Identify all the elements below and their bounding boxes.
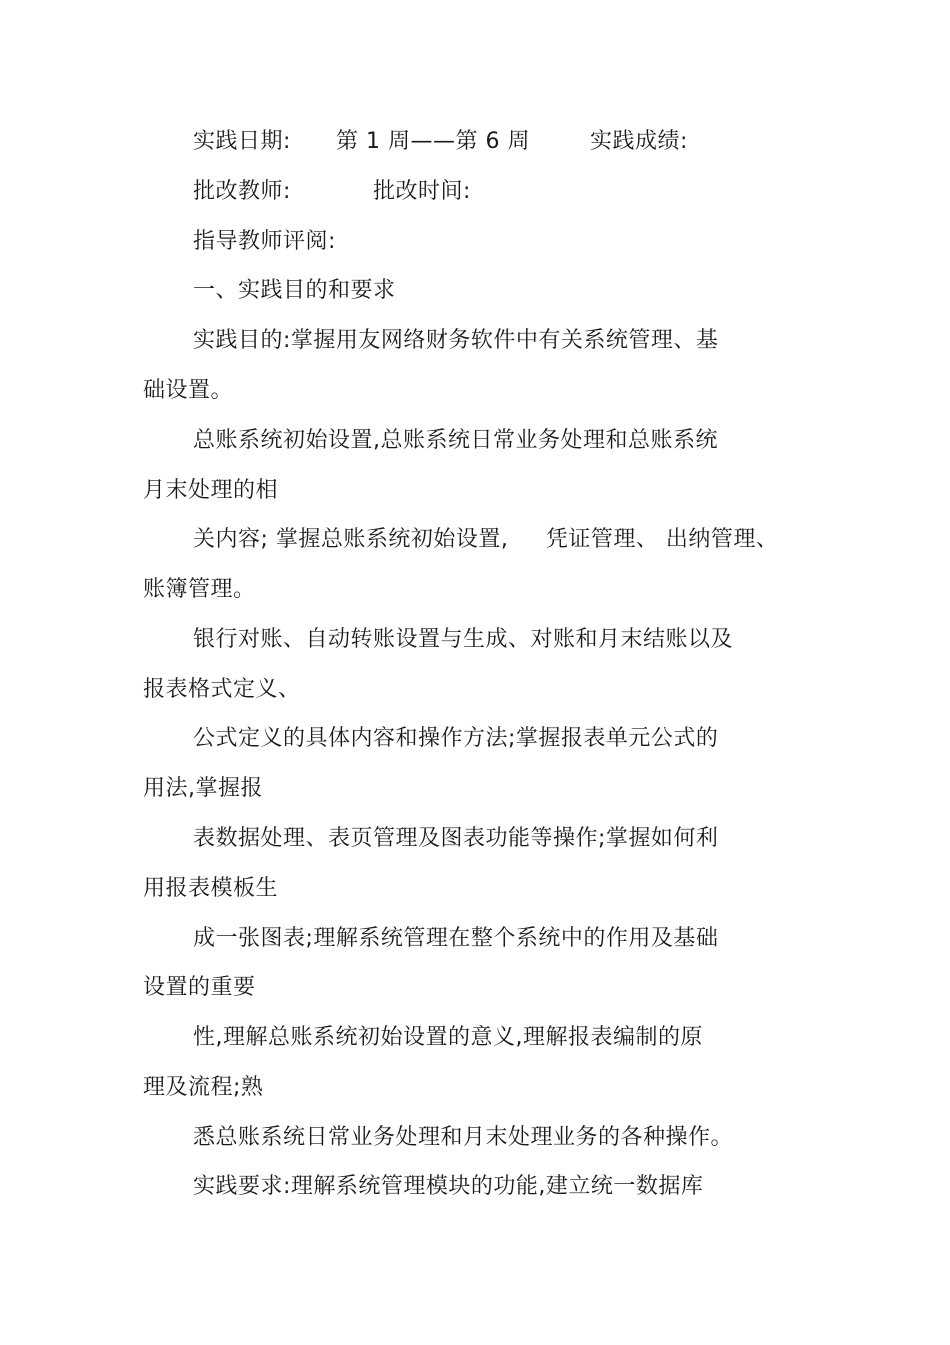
- body-line: 实践要求:理解系统管理模块的功能,建立统一数据库: [193, 1174, 704, 1199]
- body-line: 公式定义的具体内容和操作方法;掌握报表单元公式的: [193, 726, 719, 751]
- body-line: 悉总账系统日常业务处理和月末处理业务的各种操作。: [193, 1125, 734, 1150]
- practice-date-label: 实践日期:: [193, 129, 291, 154]
- body-line: 关内容; 掌握总账系统初始设置, 凭证管理、 出纳管理、: [193, 527, 779, 552]
- body-line: 成一张图表;理解系统管理在整个系统中的作用及基础: [193, 926, 719, 951]
- section-heading: 一、实践目的和要求: [193, 278, 396, 303]
- body-line: 报表格式定义、: [143, 677, 301, 702]
- body-line: 表数据处理、表页管理及图表功能等操作;掌握如何利: [193, 826, 719, 851]
- practice-date-row: [0, 127, 950, 157]
- body-line: 账簿管理。: [143, 577, 256, 602]
- body-line: 银行对账、自动转账设置与生成、对账和月末结账以及: [193, 627, 734, 652]
- advisor-review-label: 指导教师评阅:: [193, 229, 336, 254]
- body-line: 总账系统初始设置,总账系统日常业务处理和总账系统: [193, 428, 718, 453]
- review-time-label: 批改时间:: [373, 179, 471, 204]
- review-row: [0, 177, 950, 207]
- body-line: 性,理解总账系统初始设置的意义,理解报表编制的原: [193, 1025, 703, 1050]
- body-line: 础设置。: [143, 378, 234, 403]
- body-line: 月末处理的相: [143, 478, 279, 503]
- body-line: 实践目的:掌握用友网络财务软件中有关系统管理、基: [193, 328, 719, 353]
- review-teacher-label: 批改教师:: [193, 179, 291, 204]
- practice-weeks: 第 1 周——第 6 周: [336, 129, 530, 154]
- body-line: 设置的重要: [143, 975, 256, 1000]
- practice-score-label: 实践成绩:: [590, 129, 688, 154]
- body-line: 用报表模板生: [143, 876, 279, 901]
- body-line: 理及流程;熟: [143, 1075, 264, 1100]
- body-line: 用法,掌握报: [143, 776, 263, 801]
